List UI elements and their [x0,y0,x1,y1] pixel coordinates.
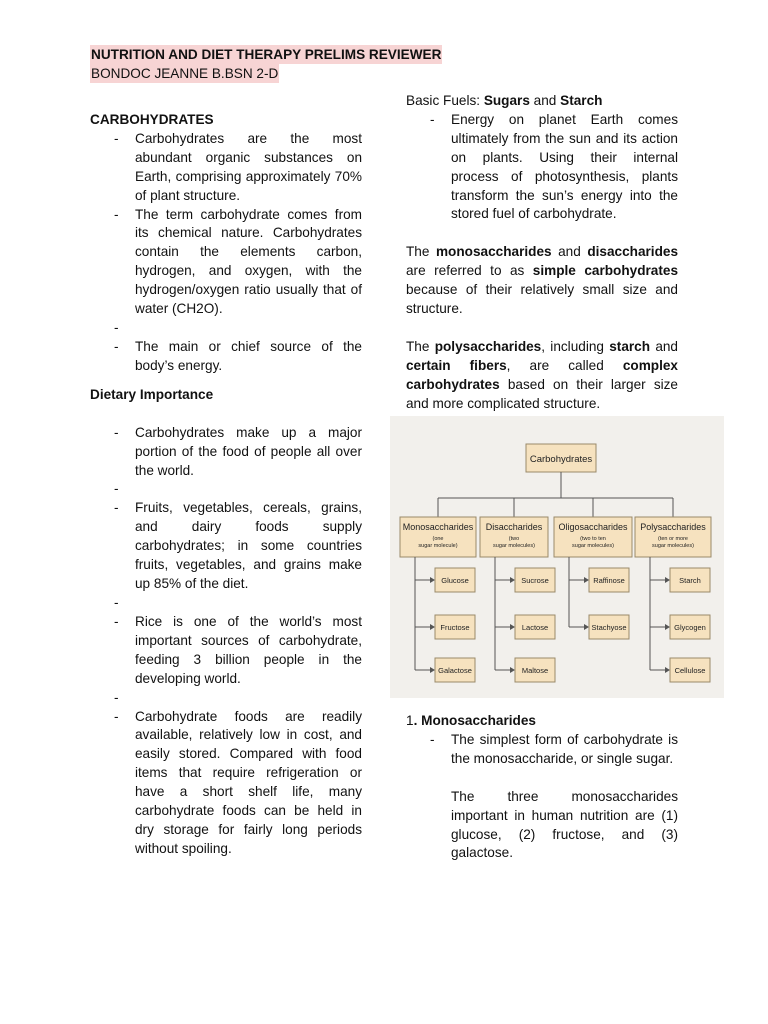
item-label: Lactose [521,623,549,632]
group-sublabel: (two [508,536,520,542]
item-label: Starch [679,576,701,585]
list-item: - The simplest form of carbohydrate is the monosaccharide, or single sugar. [406,731,678,769]
group-sublabel: (one [432,536,444,542]
item-label: Glycogen [674,623,706,632]
list-item: - Carbohydrates are the most abundant organic substances on Earth, comprising approximately 70% of plant structure. [90,130,362,206]
item-label: Cellulose [674,666,706,675]
arrow-icon [430,577,435,583]
arrow-icon [510,667,515,673]
arrow-icon [584,624,589,630]
group-label: Monosaccharides [402,522,474,532]
group-sublabel: sugar molecules) [652,543,694,549]
group-sublabel: (ten or more [658,536,688,542]
carbohydrate-classification-diagram [390,416,724,698]
arrow-icon [510,624,515,630]
item-label: Stachyose [591,623,627,632]
group-label: Polysaccharides [640,522,706,532]
list-item: - Carbohydrate foods are readily available, relatively low in cost, and easily stored. Compared with food items that require refrigeration or have a short shelf life, many carbohydrate foods can be held in dry storage for fairly long periods without spoiling. [90,708,362,859]
list-item: - Carbohydrates make up a major portion of the food of people all over the world. [90,424,362,481]
list-item: - Energy on planet Earth comes ultimately from the sun and its action on plants. Using their internal process of photosynthesis, plants transform the sun’s energy into the stored fuel of carbohydrate. [406,111,678,224]
group-sublabel: sugar molecules) [493,543,535,549]
monosaccharides-paragraph: The three monosaccharides important in human nutrition are (1) glucose, (2) fructose, and (3) galactose. [451,788,678,861]
item-label: Maltose [521,666,549,675]
group-sublabel: sugar molecule) [418,543,458,549]
complex-carbohydrates-paragraph: The polysaccharides, including starch and certain fibers, are called complex carbohydrates based on their larger size and more complicated structure. [406,338,678,411]
monosaccharides-list [406,731,678,769]
document-header [90,45,442,83]
group-sublabel: sugar molecules) [572,543,614,549]
item-label: Glucose [441,576,469,585]
group-sublabel: (two to ten [580,536,606,542]
group-label: Disaccharides [485,522,543,532]
arrow-icon [665,667,670,673]
basic-fuels-line: Basic Fuels: Sugars and Starch [406,93,603,108]
root-label: Carbohydrates [529,454,593,465]
list-item: - Rice is one of the world’s most important sources of carbohydrate, feeding 3 billion people in the developing world. [90,613,362,689]
item-label: Galactose [438,666,472,675]
left-column [90,111,362,859]
carbohydrates-heading: CARBOHYDRATES [90,112,214,127]
item-label: Sucrose [521,576,549,585]
simple-carbohydrates-paragraph: The monosaccharides and disaccharides are referred to as simple carbohydrates because of their relatively small size and structure. [406,244,679,317]
document-title: NUTRITION AND DIET THERAPY PRELIMS REVIEWER [91,47,442,62]
group-label: Oligosaccharides [558,522,628,532]
dietary-importance-heading: Dietary Importance [90,386,214,402]
arrow-icon [584,577,589,583]
arrow-icon [510,577,515,583]
arrow-icon [430,624,435,630]
item-label: Raffinose [593,576,625,585]
document-author: BONDOC JEANNE B.BSN 2-D [91,66,279,81]
arrow-icon [665,624,670,630]
carbohydrates-list [90,130,362,376]
energy-list [406,111,678,224]
list-item: - Fruits, vegetables, cereals, grains, and dairy foods supply carbohydrates; in some countries fruits, vegetables, and grains make up 85% of the diet. [90,499,362,594]
right-column [406,92,678,414]
monosaccharides-section [406,712,678,863]
monosaccharides-heading: 1. Monosaccharides [406,713,536,728]
arrow-icon [665,577,670,583]
item-label: Fructose [440,623,470,632]
list-item: - The main or chief source of the body’s energy. [90,338,362,376]
dietary-importance-list [90,424,362,859]
list-item: - The term carbohydrate comes from its chemical nature. Carbohydrates contain the elements carbon, hydrogen, and oxygen, with the hydrogen/oxygen ratio usually that of water (CH2O). [90,206,362,319]
arrow-icon [430,667,435,673]
